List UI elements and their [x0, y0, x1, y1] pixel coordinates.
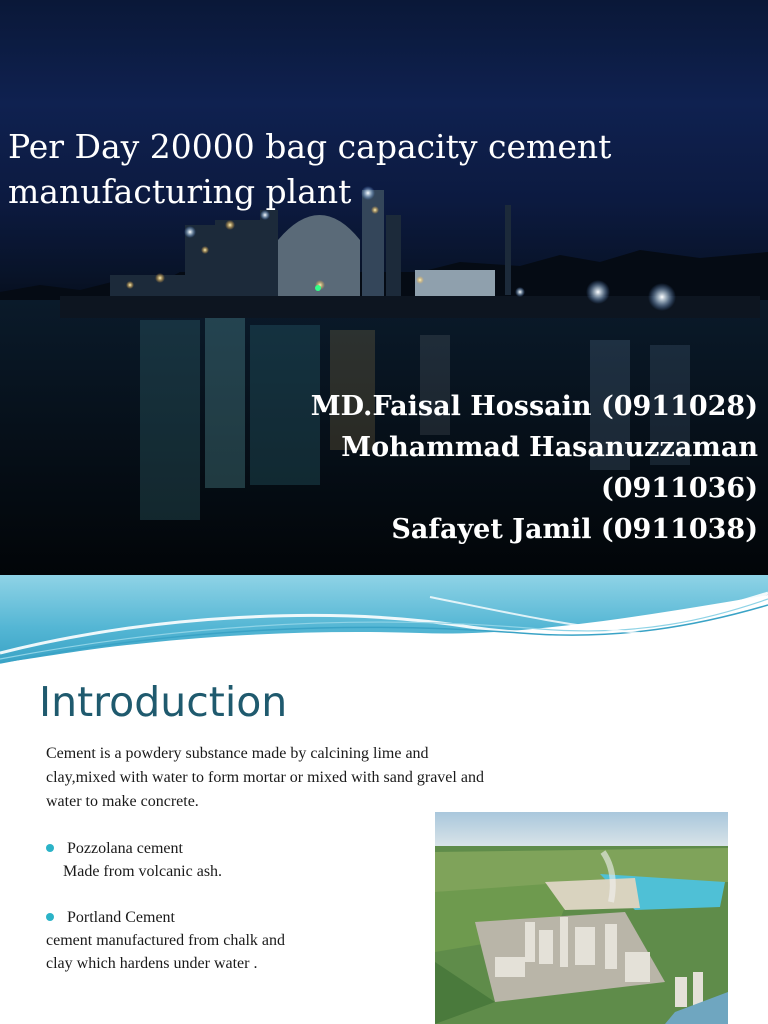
- author-line: MD.Faisal Hossain (0911028): [310, 391, 758, 422]
- bullet-item: [46, 837, 306, 883]
- author-list: [288, 386, 758, 550]
- bullet-label: Pozzolana cement: [67, 840, 183, 857]
- intro-paragraph: Cement is a powdery substance made by calcining lime and clay,mixed with water to form mortar or mixed with sand gravel and water to make concrete.: [46, 745, 484, 810]
- introduction-slide: [0, 575, 768, 1024]
- author-line: (0911036): [600, 473, 758, 504]
- author-line: Safayet Jamil (0911038): [391, 514, 758, 545]
- bullet-item: [46, 906, 306, 975]
- slide-title: Introduction: [39, 678, 288, 726]
- bullet-label: Portland Cement: [67, 909, 175, 926]
- wave-header-decoration: [0, 575, 768, 670]
- bullet-description: Made from volcanic ash.: [63, 863, 223, 880]
- bullet-dot-icon: [46, 913, 54, 921]
- bullet-dot-icon: [46, 844, 54, 852]
- bullet-description: cement manufactured from chalk and clay which hardens under water .: [46, 932, 285, 972]
- aerial-cement-plant-photo: [435, 812, 728, 1024]
- slide-title: Per Day 20000 bag capacity cement manufacturing plant: [8, 127, 612, 211]
- author-line: Mohammad Hasanuzzaman: [341, 432, 758, 463]
